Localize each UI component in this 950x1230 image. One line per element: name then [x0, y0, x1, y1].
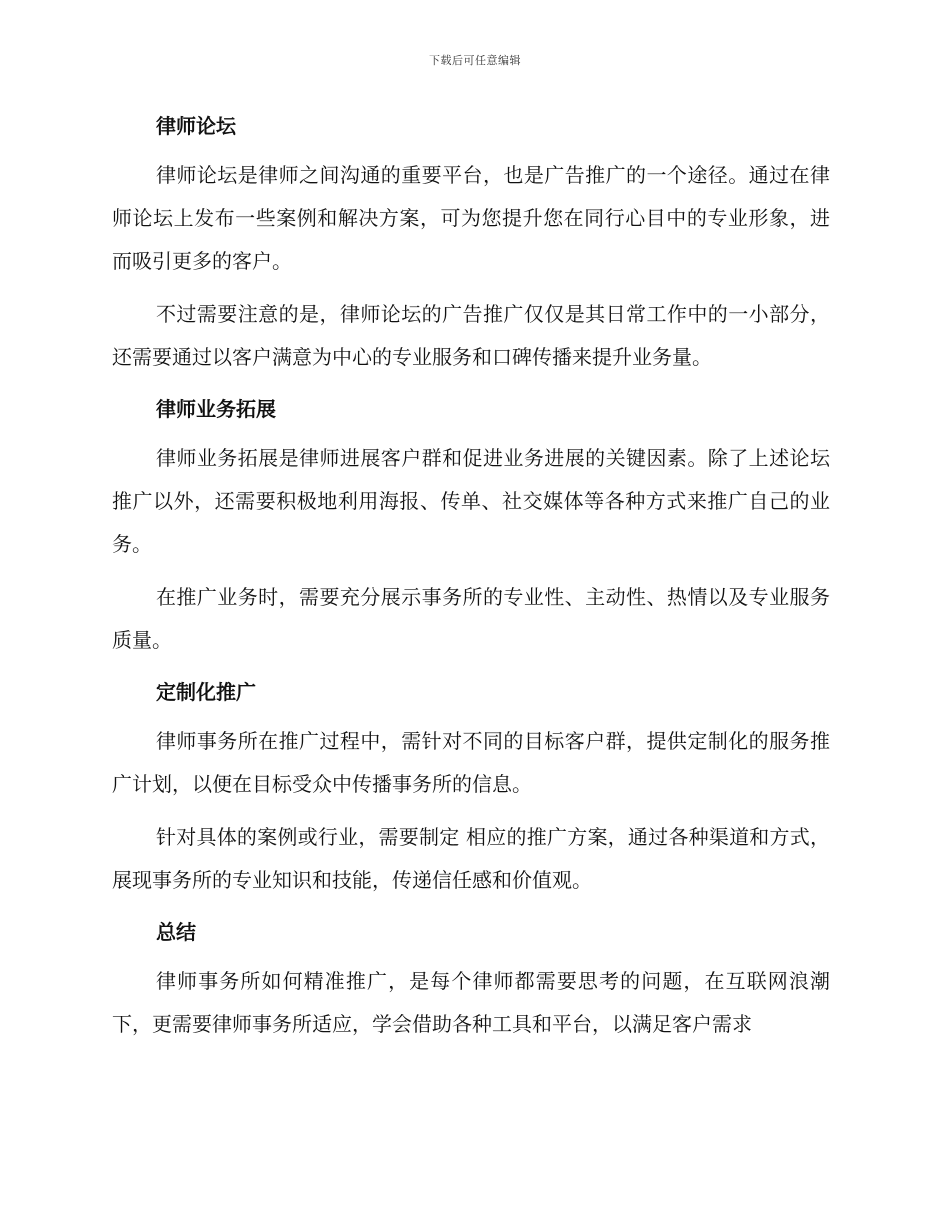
section-heading-summary: 总结 [156, 920, 196, 944]
section-heading-customized-promotion: 定制化推广 [156, 680, 256, 704]
section-heading-business-expansion: 律师业务拓展 [156, 397, 276, 421]
paragraph: 律师论坛是律师之间沟通的重要平台，也是广告推广的一个途径。通过在律师论坛上发布一些案例和解决方案，可为您提升您在同行心目中的专业形象，进而吸引更多的客户。 [112, 163, 830, 273]
document-body [112, 106, 830, 1056]
paragraph: 不过需要注意的是，律师论坛的广告推广仅仅是其日常工作中的一小部分，还需要通过以客户满意为中心的专业服务和口碑传播来提升业务量。 [112, 302, 830, 369]
paragraph: 律师业务拓展是律师进展客户群和促进业务进展的关键因素。除了上述论坛推广以外，还需要积极地利用海报、传单、社交媒体等各种方式来推广自己的业务。 [112, 446, 830, 556]
paragraph: 律师事务所如何精准推广，是每个律师都需要思考的问题，在互联网浪潮下，更需要律师事务所适应，学会借助各种工具和平台，以满足客户需求 [112, 969, 830, 1036]
paragraph: 在推广业务时，需要充分展示事务所的专业性、主动性、热情以及专业服务质量。 [112, 585, 830, 652]
page-header: 下载后可任意编辑 [429, 54, 521, 67]
section-heading-lawyer-forum: 律师论坛 [156, 114, 236, 138]
paragraph: 律师事务所在推广过程中，需针对不同的目标客户群，提供定制化的服务推广计划，以便在目标受众中传播事务所的信息。 [112, 729, 830, 796]
paragraph: 针对具体的案例或行业，需要制定 相应的推广方案，通过各种渠道和方式，展现事务所的专业知识和技能，传递信任感和价值观。 [112, 825, 830, 892]
